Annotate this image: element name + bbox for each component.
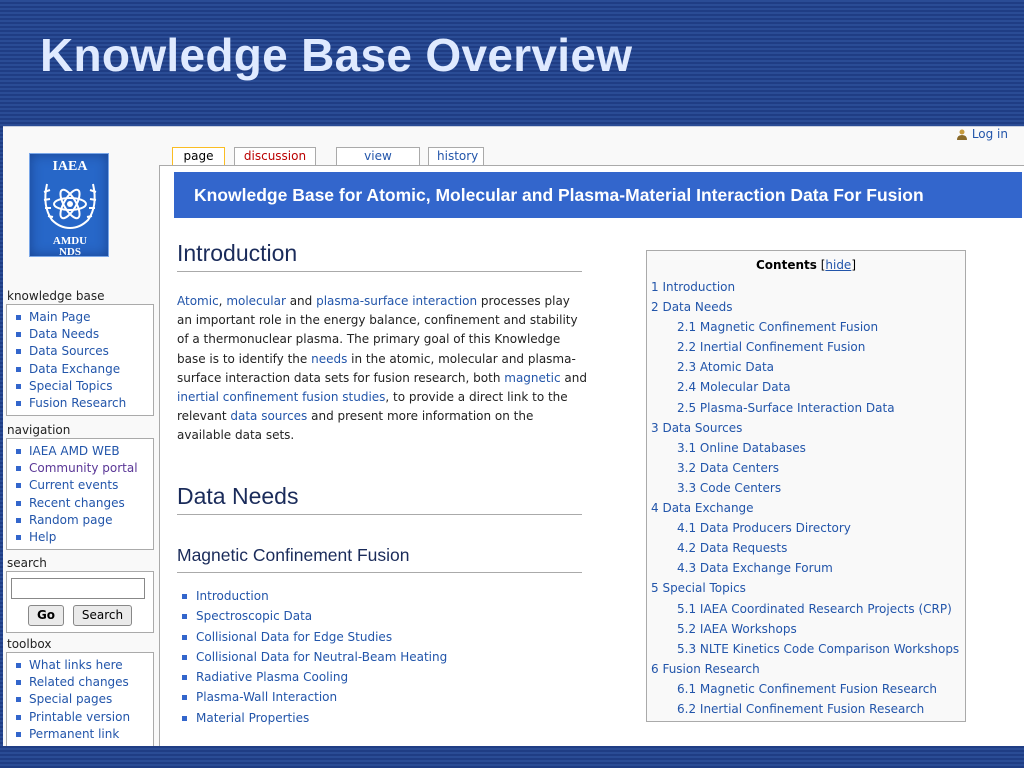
toc-item[interactable]: 5.2 IAEA Workshops [677,621,797,636]
link-atomic[interactable]: Atomic [177,294,219,308]
link-molecular[interactable]: molecular [226,294,286,308]
sidebar-item-fusion-research[interactable]: Fusion Research [11,395,153,412]
intro-text-7: and present more information on the available data sets. [177,409,534,443]
toc-item[interactable]: 3.3 Code Centers [677,480,782,495]
link-magnetic[interactable]: magnetic [504,370,561,385]
mcf-list [180,586,447,728]
list-item[interactable]: Introduction [180,586,447,606]
heading-mcf: Magnetic Confinement Fusion [177,545,582,573]
intro-text-2: and [285,294,317,308]
portlet-heading-navigation: navigation [7,423,71,437]
list-item[interactable]: Plasma-Wall Interaction [180,687,447,707]
sidebar-item-main-page[interactable]: Main Page [11,309,153,326]
toc-item[interactable]: 6.2 Inertial Confinement Fusion Research [677,701,925,716]
sidebar-item-special-pages[interactable]: Special pages [11,691,153,708]
wiki-screenshot [3,126,1024,746]
sidebar-item-data-needs[interactable]: Data Needs [11,326,153,343]
toc-title-text: Contents [755,258,817,272]
sidebar-item-help[interactable]: Help [11,529,153,546]
toc-item[interactable]: 3.2 Data Centers [677,460,780,475]
toc-item[interactable]: 2.2 Inertial Confinement Fusion [677,340,866,355]
sidebar-item-data-sources[interactable]: Data Sources [11,343,153,360]
list-item[interactable]: Material Properties [180,708,447,728]
toc-item[interactable]: 6.1 Magnetic Confinement Fusion Research [677,681,937,696]
intro-text-4: in the atomic, molecular and plasma-surface interaction data sets for fusion research, both [177,351,576,385]
slide-title: Knowledge Base Overview [40,29,633,81]
go-button[interactable]: Go [28,605,64,626]
toc-item[interactable]: 4.3 Data Exchange Forum [677,561,833,576]
intro-paragraph [177,292,587,446]
sidebar-item-current-events[interactable]: Current events [11,477,153,494]
link-plasma-surface[interactable]: plasma-surface interaction [316,294,478,308]
iaea-logo[interactable] [29,153,109,257]
portlet-toolbox [6,652,154,746]
login-link[interactable] [956,127,1008,141]
portlet-heading-toolbox: toolbox [7,637,52,651]
intro-text-6: , to provide a direct link to the relevant [177,390,568,424]
sidebar-item-related-changes[interactable]: Related changes [11,674,153,691]
toc-item[interactable]: 2.3 Atomic Data [677,360,775,375]
logo-top-text: IAEA [52,159,88,174]
main-content [159,165,1024,746]
toc-bracket-close: ] [851,258,857,272]
heading-introduction: Introduction [177,240,582,272]
sidebar-item-permanent-link[interactable]: Permanent link [11,726,153,743]
toc-item[interactable]: 4.2 Data Requests [677,541,788,556]
toc-item[interactable]: 2.1 Magnetic Confinement Fusion [677,320,879,335]
user-icon [956,128,968,140]
page-banner: Knowledge Base for Atomic, Molecular and Plasma-Material Interaction Data For Fusion [174,172,1022,218]
intro-text-1: , [218,294,227,308]
sidebar-item-printable-version[interactable]: Printable version [11,709,153,726]
toc-item[interactable]: 5.1 IAEA Coordinated Research Projects (CRP) [677,601,952,616]
tab-page[interactable]: page [172,147,225,168]
sidebar-item-special-topics[interactable]: Special Topics [11,378,153,395]
toc-item[interactable]: 5 Special Topics [651,581,746,596]
intro-text-3: processes play an important role in the energy balance, confinement and stability of a thermonuclear plasma. The primary goal of this Knowledge base is to identify the [177,294,578,366]
toc-item[interactable]: 4 Data Exchange [651,501,754,516]
sidebar-item-what-links-here[interactable]: What links here [11,657,153,674]
toc-item[interactable]: 1 Introduction [651,280,736,294]
toc-bracket-open: [ [816,258,826,272]
sidebar-item-data-exchange[interactable]: Data Exchange [11,361,153,378]
logo-line-2: NDS [58,246,82,258]
list-item[interactable]: Spectroscopic Data [180,606,447,626]
list-item[interactable]: Collisional Data for Edge Studies [180,627,447,647]
toc-item[interactable]: 4.1 Data Producers Directory [677,521,851,536]
sidebar-item-recent-changes[interactable]: Recent changes [11,495,153,512]
search-input[interactable] [11,578,145,599]
toc-list [647,277,965,719]
logo-line-1: AMDU [52,235,88,247]
link-inertial[interactable]: inertial confinement fusion studies [177,390,386,405]
portlet-heading-knowledge-base: knowledge base [7,289,105,303]
toc-item[interactable]: 6 Fusion Research [651,661,760,676]
toc-item[interactable]: 3 Data Sources [651,420,743,435]
toc-item[interactable]: 2.4 Molecular Data [677,380,791,395]
link-data-sources[interactable]: data sources [230,409,308,424]
iaea-emblem-icon [30,154,110,258]
toc-title [647,258,965,272]
toc-item[interactable]: 2.5 Plasma-Surface Interaction Data [677,400,895,415]
sidebar-item-random-page[interactable]: Random page [11,512,153,529]
portlet-navigation [6,438,154,550]
portlet-heading-search: search [7,556,47,570]
sidebar-item-iaea-amd-web[interactable]: IAEA AMD WEB [11,443,153,460]
link-needs[interactable]: needs [311,351,348,366]
search-portlet [6,571,154,633]
toc-hide-link[interactable]: hide [825,258,852,272]
slide-footer-band [0,746,1024,768]
portlet-knowledge-base [6,304,154,416]
intro-text-5: and [560,370,587,385]
table-of-contents [646,250,966,722]
toc-item[interactable]: 5.3 NLTE Kinetics Code Comparison Workshops [677,641,960,656]
tab-discussion[interactable]: discussion [234,147,316,166]
list-item[interactable]: Radiative Plasma Cooling [180,667,447,687]
toc-item[interactable]: 3.1 Online Databases [677,440,806,455]
login-label: Log in [971,127,1008,141]
toc-item[interactable]: 2 Data Needs [651,300,733,315]
sidebar-item-community-portal[interactable]: Community portal [11,460,153,477]
tab-history[interactable]: history [428,147,484,166]
search-button[interactable]: Search [73,605,132,626]
tab-view-source[interactable]: view [336,147,420,166]
heading-data-needs: Data Needs [177,483,582,515]
list-item[interactable]: Collisional Data for Neutral-Beam Heating [180,647,447,667]
